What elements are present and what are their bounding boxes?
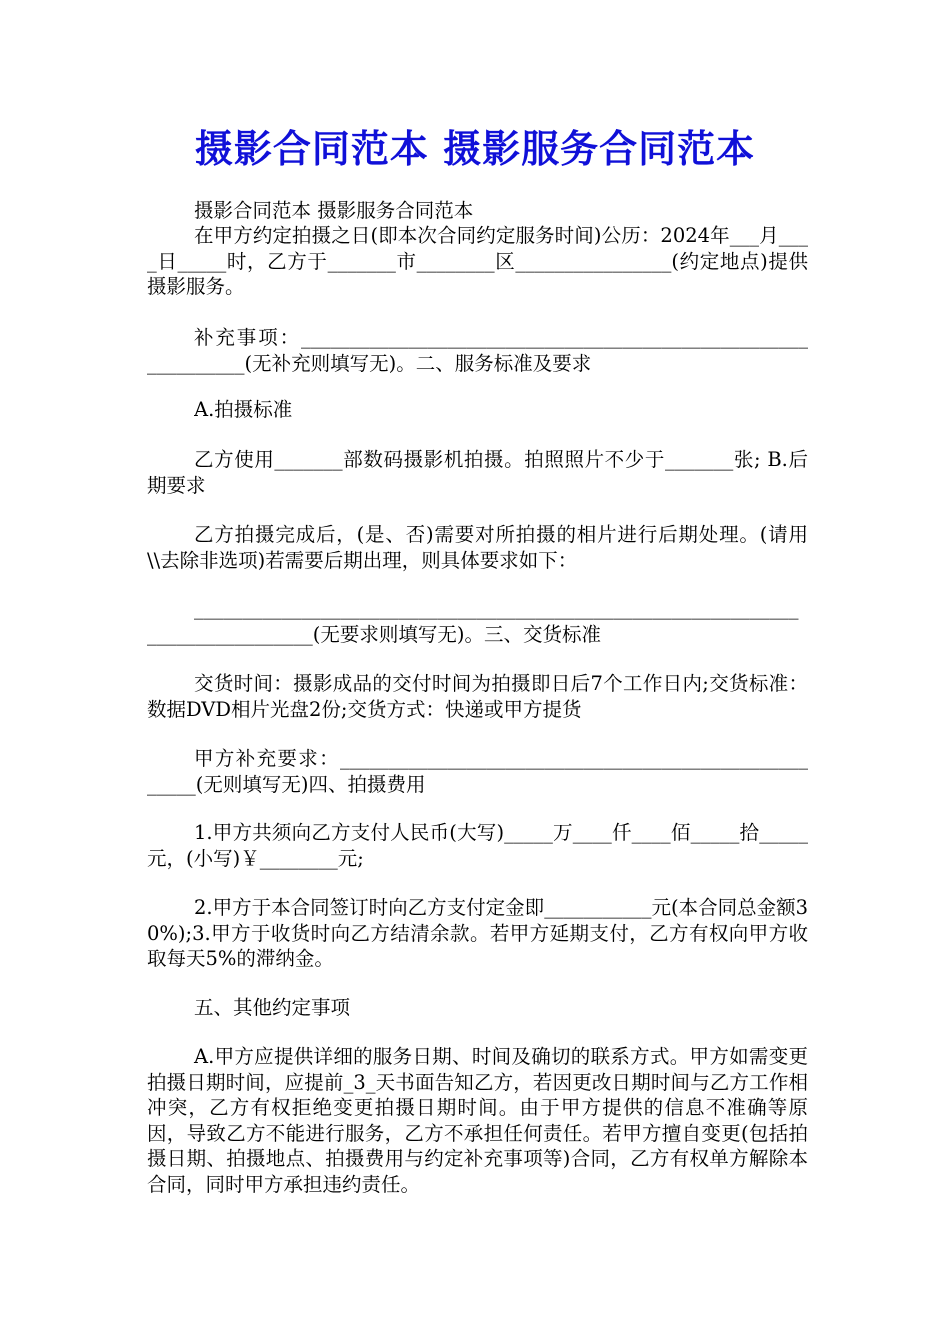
paragraph-shooting-standard: A.拍摄标准 [194,398,293,421]
paragraph-delivery: 交货时间：摄影成品的交付时间为拍摄即日后7个工作日内;交货标准：数据DVD相片光盘2份;交货方式：快递或甲方提货 [147,672,808,721]
paragraph-post-processing: 乙方拍摄完成后，(是、否)需要对所拍摄的相片进行后期处理。(请用\\去除非选项)若需要后期出理，则具体要求如下： [147,523,808,572]
paragraph-section-five: 五、其他约定事项 [194,996,351,1019]
paragraph-other-terms: A.甲方应提供详细的服务日期、时间及确切的联系方式。甲方如需变更拍摄日期时间，应提前_3_天书面告知乙方，若因更改日期时间与乙方工作相冲突，乙方有权拒绝变更拍摄日期时间。由于甲方提供的信息不准确等原因，导致乙方不能进行服务，乙方不承担任何责任。若甲方擅自变更(包括拍摄日期、拍摄地点、拍摄费用与约定补充事项等)合同，乙方有权单方解除本合同，同时甲方承担违约责任。 [147,1045,808,1196]
paragraph-payment-amount: 1.甲方共须向乙方支付人民币(大写)_____万____仟____佰_____拾_____元，(小写)￥________元; [147,821,808,870]
document-title: 摄影合同范本 摄影服务合同范本 [194,127,756,171]
paragraph-service-time: 在甲方约定拍摄之日(即本次合同约定服务时间)公历：2024年___月____日_____时，乙方于_______市________区________________(约定地点)提供摄影服务。 [147,224,808,298]
paragraph-camera-usage: 乙方使用_______部数码摄影机拍摄。拍照照片不少于_______张; B.后期要求 [147,448,808,497]
paragraph-subtitle: 摄影合同范本 摄影服务合同范本 [194,199,474,222]
paragraph-deposit: 2.甲方于本合同签订时向乙方支付定金即___________元(本合同总金额30%);3.甲方于收货时向乙方结清余款。若甲方延期支付，乙方有权向甲方收取每天5%的滞纳金。 [147,896,808,970]
paragraph-client-requirements: 甲方补充要求：_____________________________________________________(无则填写无)四、拍摄费用 [147,747,808,796]
paragraph-supplement: 补充事项：______________________________________________________________(无补充则填写无)。二、服务标准及要求 [147,326,808,375]
paragraph-requirements-blank: _______________________________________________________________________________(无要求则填写无)。三、交货标准 [147,597,799,646]
